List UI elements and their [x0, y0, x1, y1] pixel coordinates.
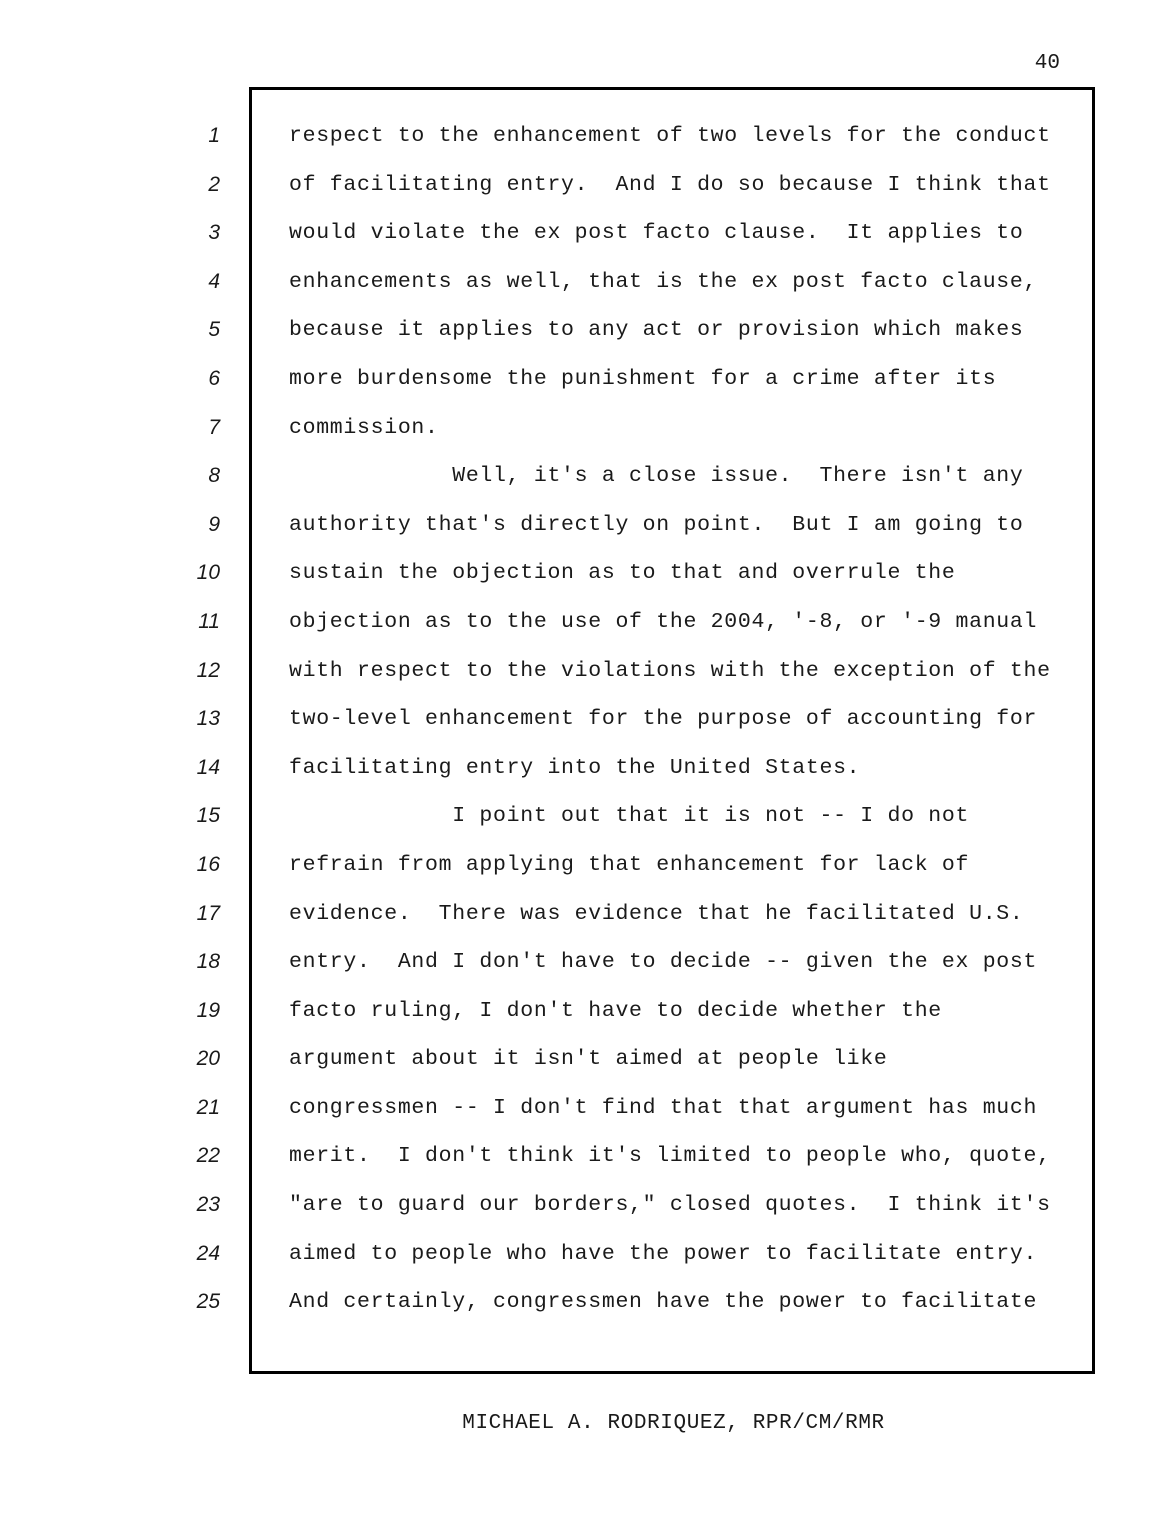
transcript-line: sustain the objection as to that and overrule the: [289, 561, 956, 586]
line-number: 14: [196, 755, 220, 779]
transcript-line: entry. And I don't have to decide -- given the ex post: [289, 950, 1038, 975]
transcript-line: refrain from applying that enhancement for lack of: [289, 852, 970, 877]
line-number: 9: [208, 512, 220, 536]
line-number: 5: [208, 318, 220, 342]
line-number: 10: [196, 561, 220, 585]
transcript-line: of facilitating entry. And I do so because I think that: [289, 172, 1051, 197]
line-number: 2: [208, 172, 220, 196]
line-number: 4: [208, 269, 220, 293]
line-number: 1: [208, 124, 220, 147]
line-number: 18: [196, 950, 220, 974]
court-reporter-footer: MICHAEL A. RODRIQUEZ, RPR/CM/RMR: [462, 1412, 885, 1435]
line-number: 17: [196, 901, 220, 925]
transcript-text: [289, 112, 1079, 1327]
page-number: 40: [1034, 52, 1060, 75]
transcript-line: because it applies to any act or provision which makes: [289, 318, 1024, 343]
transcript-line: enhancements as well, that is the ex post facto clause,: [289, 269, 1038, 294]
transcript-line: congressmen -- I don't find that that argument has much: [289, 1095, 1038, 1120]
transcript-line: And certainly, congressmen have the power to facilitate: [289, 1290, 1038, 1315]
transcript-line: would violate the ex post facto clause. It applies to: [289, 221, 1024, 246]
line-number: 20: [196, 1047, 220, 1071]
line-number: 22: [196, 1144, 220, 1168]
line-number: 11: [198, 609, 220, 633]
line-number: 23: [196, 1193, 220, 1217]
line-number: 21: [196, 1095, 220, 1119]
transcript-line: evidence. There was evidence that he facilitated U.S.: [289, 901, 1024, 926]
line-number: 8: [208, 464, 220, 488]
line-number: 25: [196, 1290, 220, 1314]
transcript-line: aimed to people who have the power to facilitate entry.: [289, 1241, 1038, 1266]
transcript-line: facto ruling, I don't have to decide whether the: [289, 998, 942, 1023]
transcript-line: with respect to the violations with the exception of the: [289, 658, 1051, 683]
transcript-line: argument about it isn't aimed at people like: [289, 1047, 888, 1072]
line-number: 13: [196, 707, 220, 731]
line-number: 16: [196, 852, 220, 876]
transcript-line: merit. I don't think it's limited to people who, quote,: [289, 1144, 1051, 1169]
transcript-line: Well, it's a close issue. There isn't any: [289, 464, 1024, 489]
transcript-line: "are to guard our borders," closed quotes. I think it's: [289, 1193, 1051, 1218]
transcript-line: commission.: [289, 415, 439, 440]
transcript-line: I point out that it is not -- I do not: [289, 804, 970, 829]
line-number: 12: [196, 658, 220, 682]
line-number: 3: [208, 221, 220, 245]
line-number: 6: [208, 366, 220, 390]
line-number: 24: [196, 1241, 220, 1265]
transcript-line: objection as to the use of the 2004, '-8, or '-9 manual: [289, 609, 1038, 634]
transcript-line: two-level enhancement for the purpose of accounting for: [289, 707, 1038, 732]
line-number: 19: [196, 998, 220, 1022]
line-number: 15: [196, 804, 220, 828]
transcript-line: facilitating entry into the United States.: [289, 755, 861, 780]
line-number: 7: [208, 415, 220, 439]
transcript-line: respect to the enhancement of two levels for the conduct: [289, 124, 1051, 148]
line-number-column: [160, 112, 220, 1327]
transcript-line: authority that's directly on point. But I am going to: [289, 512, 1024, 537]
transcript-line: more burdensome the punishment for a crime after its: [289, 366, 997, 391]
